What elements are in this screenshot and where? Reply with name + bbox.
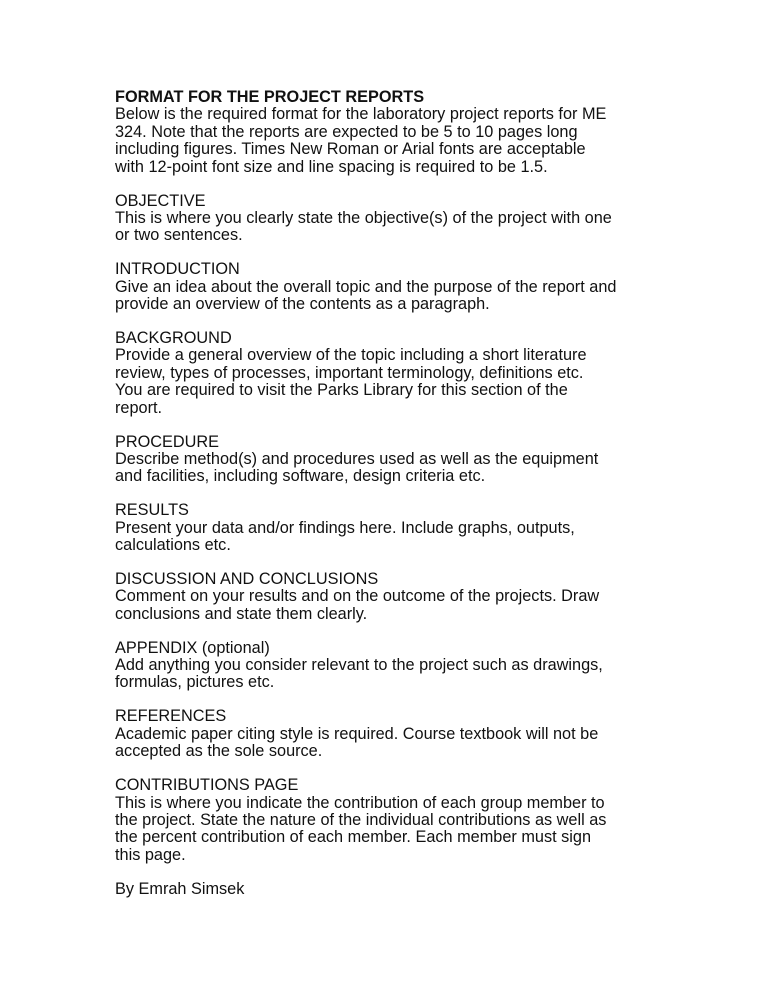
section-procedure bbox=[115, 434, 616, 486]
section-appendix-optional bbox=[115, 640, 616, 692]
intro-block bbox=[115, 89, 616, 176]
intro-line: including figures. Times New Roman or Arial fonts are acceptable bbox=[115, 140, 586, 159]
section-text-line: the percent contribution of each member. Each member must sign bbox=[115, 828, 592, 847]
section-references bbox=[115, 708, 616, 760]
section-heading: PROCEDURE bbox=[115, 432, 220, 451]
section-objective bbox=[115, 193, 616, 245]
intro-line: with 12-point font size and line spacing is required to be 1.5. bbox=[115, 157, 548, 176]
section-contributions-page bbox=[115, 777, 616, 864]
section-heading: REFERENCES bbox=[115, 707, 227, 726]
section-heading: CONTRIBUTIONS PAGE bbox=[115, 776, 299, 795]
document-title: FORMAT FOR THE PROJECT REPORTS bbox=[115, 88, 425, 106]
section-background bbox=[115, 330, 616, 417]
section-text-line: this page. bbox=[115, 845, 186, 864]
section-heading: RESULTS bbox=[115, 501, 189, 520]
section-introduction bbox=[115, 261, 616, 313]
section-heading: BACKGROUND bbox=[115, 328, 232, 347]
section-text-line: calculations etc. bbox=[115, 536, 231, 555]
document-page bbox=[115, 89, 616, 915]
section-text-line: the project. State the nature of the individual contributions as well as bbox=[115, 810, 607, 829]
intro-line: 324. Note that the reports are expected to be 5 to 10 pages long bbox=[115, 122, 578, 141]
section-text-line: Academic paper citing style is required. Course textbook will not be bbox=[115, 724, 599, 743]
section-text-line: review, types of processes, important terminology, definitions etc. bbox=[115, 363, 584, 382]
section-text-line: Give an idea about the overall topic and the purpose of the report and bbox=[115, 277, 617, 296]
section-heading: DISCUSSION AND CONCLUSIONS bbox=[115, 569, 379, 588]
section-text-line: Add anything you consider relevant to the project such as drawings, bbox=[115, 656, 603, 675]
section-text-line: and facilities, including software, design criteria etc. bbox=[115, 467, 486, 486]
section-heading: OBJECTIVE bbox=[115, 191, 206, 210]
section-text-line: provide an overview of the contents as a paragraph. bbox=[115, 295, 490, 314]
section-text-line: report. bbox=[115, 398, 163, 417]
section-heading: INTRODUCTION bbox=[115, 260, 240, 279]
section-text-line: Present your data and/or findings here. Include graphs, outputs, bbox=[115, 518, 575, 537]
section-text-line: formulas, pictures etc. bbox=[115, 673, 275, 692]
section-text-line: Describe method(s) and procedures used as well as the equipment bbox=[115, 449, 599, 468]
section-text-line: accepted as the sole source. bbox=[115, 742, 323, 761]
author: By Emrah Simsek bbox=[115, 879, 245, 898]
section-text-line: or two sentences. bbox=[115, 226, 243, 245]
section-text-line: This is where you clearly state the objective(s) of the project with one bbox=[115, 208, 612, 227]
section-discussion-and-conclusions bbox=[115, 571, 616, 623]
section-text-line: conclusions and state them clearly. bbox=[115, 604, 368, 623]
sections bbox=[115, 193, 616, 865]
section-text-line: Provide a general overview of the topic including a short literature bbox=[115, 346, 587, 365]
section-results bbox=[115, 502, 616, 554]
section-text-line: This is where you indicate the contribution of each group member to bbox=[115, 793, 605, 812]
author-block bbox=[115, 881, 616, 898]
intro-line: Below is the required format for the laboratory project reports for ME bbox=[115, 105, 607, 124]
section-text-line: Comment on your results and on the outcome of the projects. Draw bbox=[115, 587, 600, 606]
section-text-line: You are required to visit the Parks Library for this section of the bbox=[115, 381, 568, 400]
section-heading: APPENDIX (optional) bbox=[115, 638, 270, 657]
